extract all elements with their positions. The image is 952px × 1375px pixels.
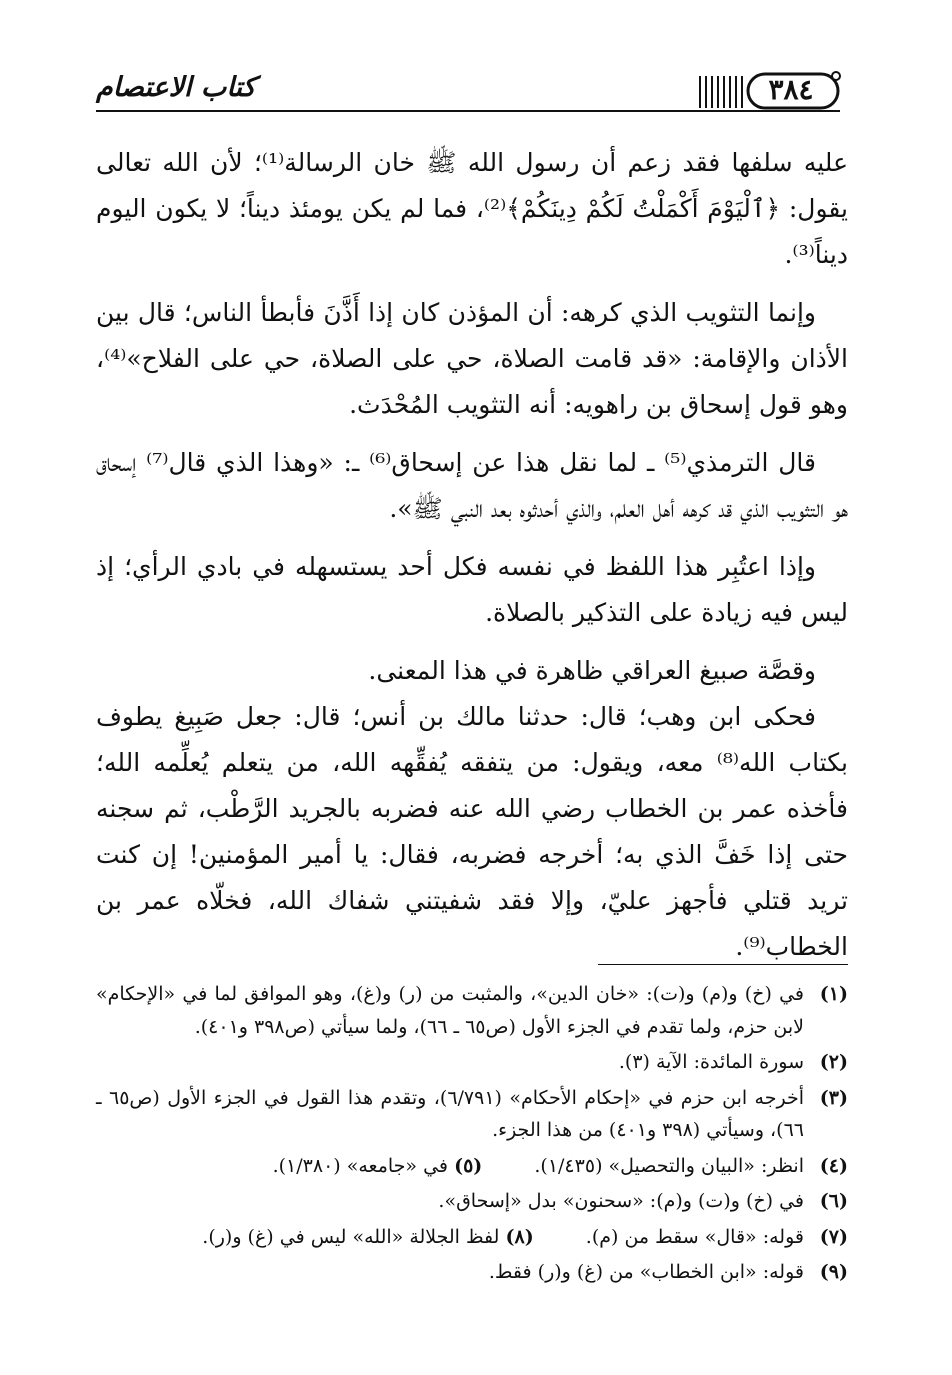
- footnote-number: (٥): [454, 1154, 483, 1177]
- page-number: ٣٨٤: [768, 73, 814, 106]
- paragraph-4: وإذا اعتُبِر هذا اللفظ في نفسه فكل أحد يستسهله في بادي الرأي؛ إذ ليس فيه زيادة على التذكير بالصلاة.: [96, 552, 848, 627]
- footnote-item: [96, 1221, 848, 1254]
- paragraph-2: وإنما التثويب الذي كرهه: أن المؤذن كان إذا أَذَّنَ فأبطأ الناس؛ قال بين الأذان والإقامة: «قد قامت الصلاة، حي على الصلاة، حي على الفلاح»⁽⁴⁾، وهو قول إسحاق بن راهويه: أنه التثويب المُحْدَث.: [96, 298, 848, 419]
- footnote-item: [96, 1150, 848, 1183]
- footnote-item: [96, 1256, 848, 1289]
- main-text: [96, 140, 848, 982]
- footnote-number: (٧): [819, 1225, 848, 1248]
- footnote-number: (١): [819, 983, 848, 1005]
- running-header-title: كتاب الاعتصام: [96, 72, 256, 103]
- footnote-text: سورة المائدة: الآية (٣).: [618, 1051, 804, 1073]
- footnote-item: [96, 978, 848, 1043]
- footnote-item: [96, 1046, 848, 1079]
- footnote-text: في (خ) و(ت) و(م): «سحنون» بدل «إسحاق».: [438, 1190, 804, 1212]
- footnote-text: قوله: «قال» سقط من (م).: [585, 1225, 804, 1248]
- footnote-number: (٩): [819, 1261, 848, 1283]
- footnote-number: (٣): [819, 1086, 848, 1109]
- paragraph-5: وقصَّة صبيغ العراقي ظاهرة في هذا المعنى.: [368, 656, 816, 685]
- footnote-text: قوله: «ابن الخطاب» من (غ) و(ر) فقط.: [488, 1261, 804, 1283]
- page-number-badge: [696, 70, 844, 110]
- paragraph-3: قال الترمذي⁽⁵⁾ ـ لما نقل هذا عن إسحاق⁽⁶⁾ ـ: «وهذا الذي قال⁽⁷⁾ إسحاق هو التثويب الذي قد كرهه أهل العلم، والذي أحدثوه بعد النبي ﷺ».: [96, 448, 848, 523]
- footnote-text: انظر: «البيان والتحصيل» (١/٤٣٥).: [534, 1154, 804, 1177]
- paragraph-6: فحكى ابن وهب؛ قال: حدثنا مالك بن أنس؛ قال: جعل صَبِيغ يطوف بكتاب الله⁽⁸⁾ معه، ويقول: من يتفقه يُفقِّهه الله، من يتعلم يُعلِّمه الله؛ فأخذه عمر بن الخطاب رضي الله عنه فضربه بالجريد الرَّطْب، ثم سجنه حتى إذا خَفَّ الذي به؛ أخرجه فضربه، فقال: يا أمير المؤمنين! إن كنت تريد قتلي فأجهز عليّ، وإلا فقد شفيتني شفاك الله، فخلّاه عمر بن الخطاب⁽⁹⁾.: [96, 702, 848, 961]
- footnote-number: (٨): [505, 1225, 534, 1248]
- footnote-text: لفظ الجلالة «الله» ليس في (غ) و(ر).: [202, 1225, 500, 1248]
- paragraph-1: عليه سلفها فقد زعم أن رسول الله ﷺ خان الرسالة⁽¹⁾؛ لأن الله تعالى يقول: ﴿ٱلْيَوْمَ أَكْمَلْتُ لَكُمْ دِينَكُمْ﴾⁽²⁾، فما لم يكن يومئذ ديناً؛ لا يكون اليوم ديناً⁽³⁾.: [96, 148, 848, 269]
- header-divider: [96, 110, 840, 112]
- footnote-item: [96, 1185, 848, 1218]
- footnote-text: في «جامعه» (١/٣٨٠).: [272, 1154, 449, 1177]
- footnotes: [96, 978, 848, 1292]
- footnote-number: (٦): [819, 1190, 848, 1212]
- footnote-divider: [598, 964, 848, 965]
- footnote-number: (٢): [819, 1051, 848, 1073]
- footnote-number: (٤): [819, 1154, 848, 1177]
- footnote-item: [96, 1082, 848, 1147]
- footnote-text: في (خ) و(م) و(ت): «خان الدين»، والمثبت من (ر) و(غ)، وهو الموافق لما في «الإحكام» لابن حزم، ولما تقدم في الجزء الأول (ص٦٥ ـ ٦٦)، ولما سيأتي (ص٣٩٨ و٤٠١).: [96, 983, 804, 1038]
- footnote-text: أخرجه ابن حزم في «إحكام الأحكام» (٦/٧٩١)، وتقدم هذا القول في الجزء الأول (ص٦٥ ـ ٦٦)، وسيأتي (٣٩٨ و٤٠١) من هذا الجزء.: [96, 1086, 804, 1141]
